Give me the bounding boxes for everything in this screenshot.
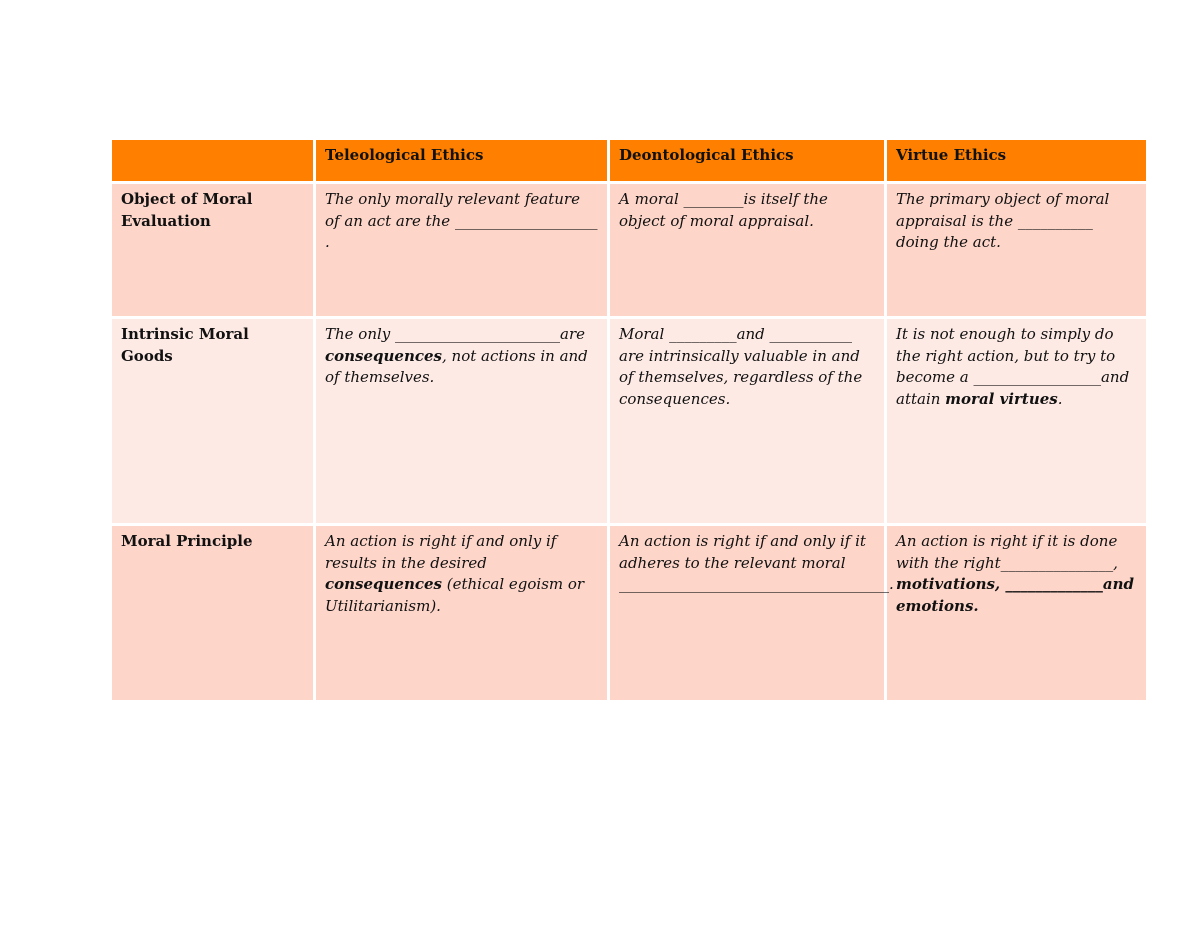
row-label: Object of Moral Evaluation [111,183,315,318]
header-virtue: Virtue Ethics [886,139,1148,183]
header-corner-cell [111,139,315,183]
row-label: Moral Principle [111,525,315,702]
table-row-intrinsic-moral-goods [111,318,1148,525]
cell-deontological [609,318,886,525]
cell-text: It is not enough to simply do the right action, but to try to become a _________________and attain [896,325,1130,408]
ethics-comparison-table [109,137,1149,703]
cell-text: The only morally relevant feature of an act are the ___________________ . [325,190,598,251]
cell-deontological [609,525,894,702]
header-row [111,139,1148,183]
cell-text: . [1057,389,1063,408]
cell-emphasis: consequences [325,575,442,593]
cell-text: Moral _________and ___________ are intrinsically valuable in and of themselves, regardless of the consequences. [619,325,863,408]
cell-text: (ethical egoism or Utilitarianism). [325,575,585,615]
cell-text: A moral ________is itself the object of moral appraisal. [619,190,828,230]
cell-text: , not actions in and of themselves. [325,346,588,386]
cell-text: The primary object of moral appraisal is the __________ doing the act. [896,190,1110,251]
cell-teleological [315,318,609,525]
cell-emphasis: moral virtues [945,389,1058,408]
cell-virtue [886,318,1148,525]
cell-text: An action is right if and only if results in the desired [325,532,557,572]
cell-emphasis: motivations, _____________and emotions. [896,575,1134,615]
row-label: Intrinsic Moral Goods [111,318,315,525]
cell-teleological [315,525,609,702]
cell-deontological [609,183,886,318]
header-deontological: Deontological Ethics [609,139,886,183]
table-row-moral-principle [111,525,1148,702]
cell-virtue [886,525,1148,702]
cell-virtue [886,183,1148,318]
cell-emphasis: consequences [325,346,442,365]
header-teleological: Teleological Ethics [315,139,609,183]
cell-text: An action is right if and only if it adheres to the relevant moral ____________________________________. [619,532,894,593]
cell-text: An action is right if it is done with the right_______________, [896,532,1118,572]
table-row-object-of-moral-evaluation [111,183,1148,318]
cell-teleological [315,183,609,318]
cell-text: The only ______________________are [325,325,586,343]
